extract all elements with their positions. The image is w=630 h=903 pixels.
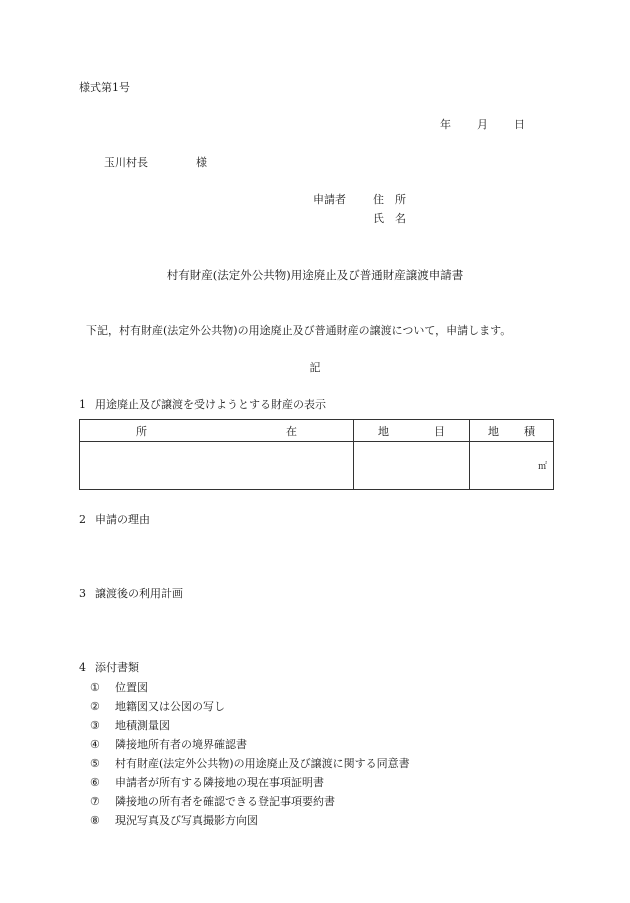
addressee-honorific: 様 xyxy=(196,156,207,169)
section-1-title: 用途廃止及び譲渡を受けようとする財産の表示 xyxy=(95,398,326,411)
form-number: 様式第1号 xyxy=(79,81,130,94)
area-cell xyxy=(470,442,554,490)
attachment-item: ⑤ 村有財産(法定外公共物)の用途廃止及び譲渡に関する同意書 xyxy=(90,757,410,770)
section-4-number: 4 xyxy=(79,661,86,674)
section-4-title: 添付書類 xyxy=(95,661,139,674)
intro-text: 下記，村有財産(法定外公共物)の用途廃止及び普通財産の譲渡について，申請します。 xyxy=(86,324,512,337)
addressee xyxy=(104,156,207,170)
section-1-number: 1 xyxy=(79,398,86,411)
date-month-label: 月 xyxy=(477,118,488,131)
section-4-heading xyxy=(79,661,139,675)
addressee-name: 玉川村長 xyxy=(104,156,148,169)
header-location: 所 在 xyxy=(80,420,354,442)
area-unit: ㎡ xyxy=(537,462,547,472)
location-cell xyxy=(80,442,354,490)
date-line xyxy=(440,118,525,132)
document-title: 村有財産(法定外公共物)用途廃止及び普通財産譲渡申請書 xyxy=(166,268,464,282)
attachment-list xyxy=(90,678,410,830)
section-3-number: 3 xyxy=(79,587,86,600)
property-table xyxy=(79,419,554,490)
attachment-item: ⑦ 隣接地の所有者を確認できる登記事項要約書 xyxy=(90,795,335,808)
date-day-label: 日 xyxy=(514,118,525,131)
attachment-item: ④ 隣接地所有者の境界確認書 xyxy=(90,738,247,751)
section-2-title: 申請の理由 xyxy=(95,513,150,526)
header-land-category: 地 目 xyxy=(354,420,470,442)
header-area: 地 積 xyxy=(470,420,554,442)
section-2-number: 2 xyxy=(79,513,86,526)
section-1-heading xyxy=(79,398,326,412)
property-table-row xyxy=(80,442,554,490)
attachment-item: ① 位置図 xyxy=(90,681,148,694)
section-2-heading xyxy=(79,513,150,527)
address-label: 住 所 xyxy=(373,193,406,206)
applicant-label: 申請者 xyxy=(313,193,346,206)
land-category-cell xyxy=(354,442,470,490)
attachment-item: ③ 地積測量図 xyxy=(90,719,170,732)
attachment-item: ② 地籍図又は公図の写し xyxy=(90,700,225,713)
ki-heading: 記 xyxy=(309,361,321,374)
attachment-item: ⑧ 現況写真及び写真撮影方向図 xyxy=(90,814,258,827)
property-table-header xyxy=(80,420,554,442)
date-year-label: 年 xyxy=(440,118,451,131)
section-3-heading xyxy=(79,587,183,601)
section-3-title: 譲渡後の利用計画 xyxy=(95,587,183,600)
name-label: 氏 名 xyxy=(373,212,406,225)
attachment-item: ⑥ 申請者が所有する隣接地の現在事項証明書 xyxy=(90,776,324,789)
